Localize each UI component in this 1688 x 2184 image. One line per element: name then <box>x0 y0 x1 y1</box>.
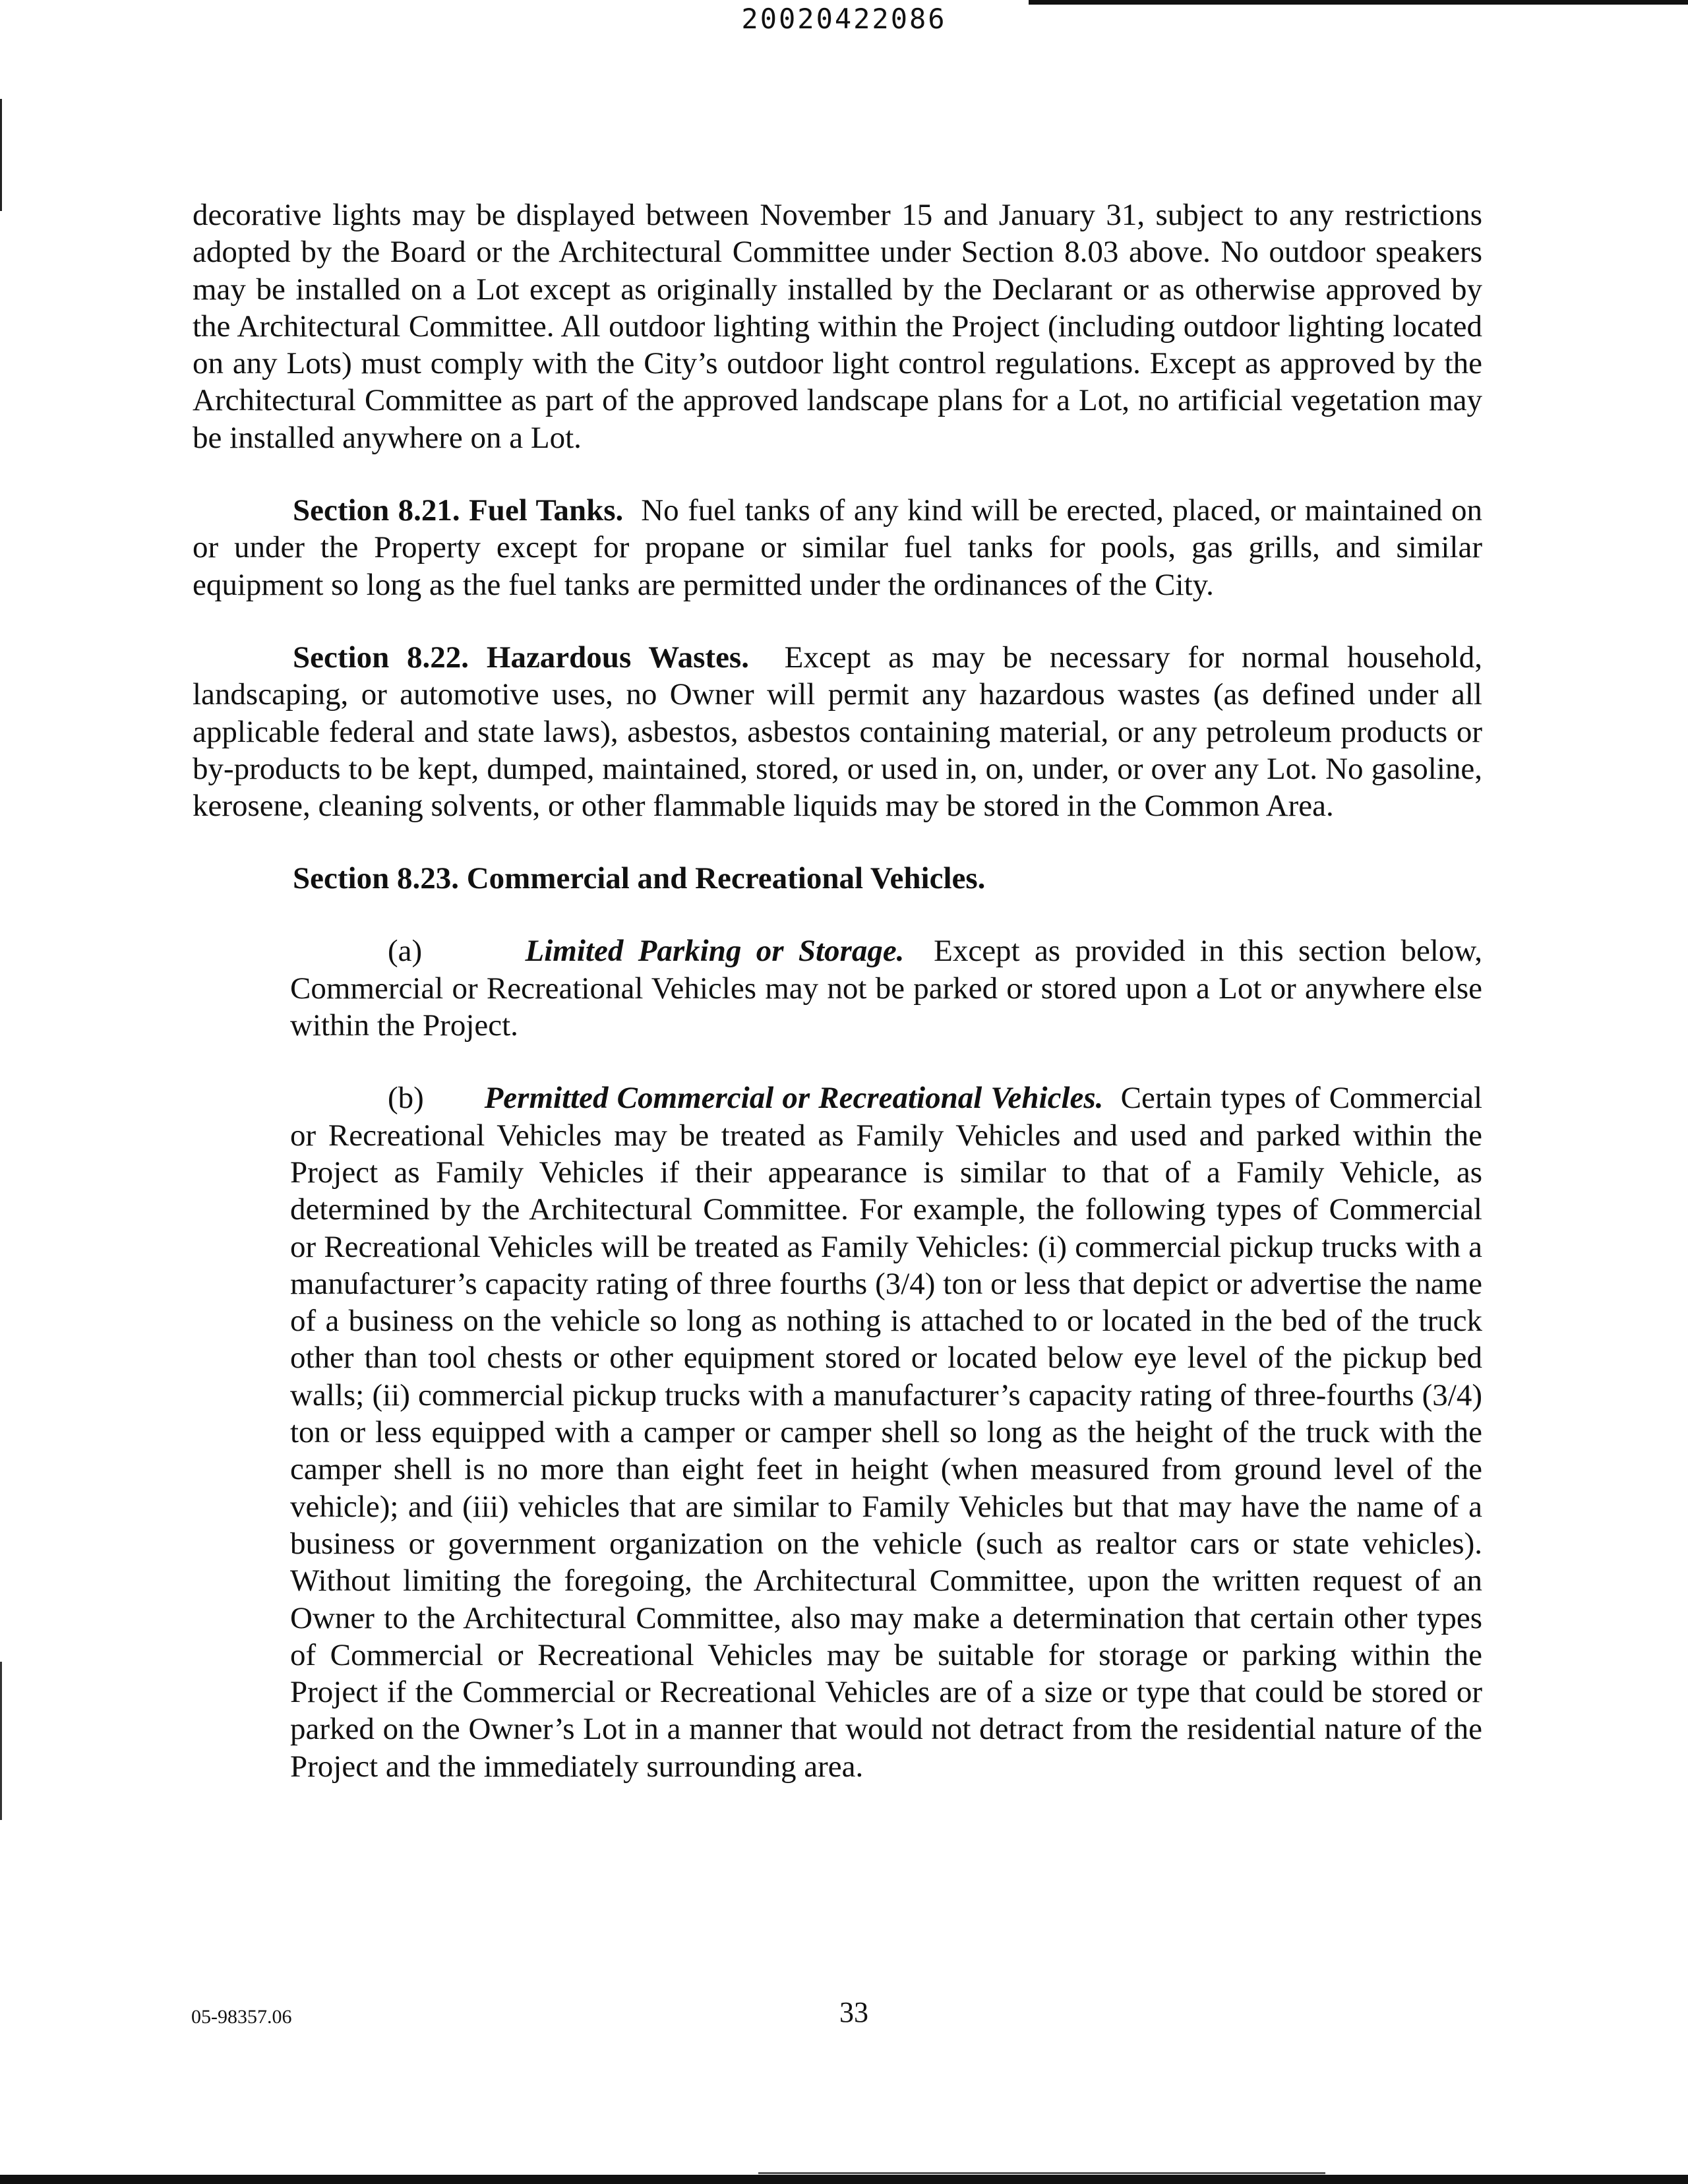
scan-left-mark-lower <box>0 1662 2 1820</box>
subsection-b-paragraph <box>290 1079 1482 1785</box>
subsection-b-title: Permitted Commercial or Recreational Vehicles. <box>484 1081 1104 1116</box>
subsection-a-paragraph <box>290 932 1482 1044</box>
scan-bottom-thin-rule <box>758 2172 1325 2174</box>
subsection-a-marker: (a) <box>388 934 423 969</box>
section-8-22-label: Section 8.22. Hazardous Wastes. <box>293 640 749 675</box>
section-8-21-text: No fuel tanks of any kind will be erected, placed, or maintained on or under the Property except for propane or similar fuel tanks for pools, gas grills, and similar equipment so long as the fuel tanks are permitted under the ordinances of the City. <box>193 493 1483 602</box>
section-8-23-heading: Section 8.23. Commercial and Recreational Vehicles. <box>293 861 986 896</box>
section-8-21-label: Section 8.21. Fuel Tanks. <box>293 493 624 528</box>
intro-paragraph: decorative lights may be displayed between November 15 and January 31, subject to any restrictions adopted by the Board or the Architectural Committee under Section 8.03 above. No outdoor speakers may be installed on a Lot except as originally installed by the Declarant or as otherwise approved by the Architectural Committee. All outdoor lighting within the Project (including outdoor lighting located on any Lots) must comply with the City’s outdoor light control regulations. Except as approved by the Architectural Committee as part of the approved landscape plans for a Lot, no artificial vegetation may be installed anywhere on a Lot. <box>193 198 1482 455</box>
section-8-22-text: Except as may be necessary for normal household, landscaping, or automotive uses, no Owner will permit any hazardous wastes (as defined under all applicable federal and state laws), asbestos, asbestos containing material, or any petroleum products or by-products to be kept, dumped, maintained, stored, or used in, on, under, or over any Lot. No gasoline, kerosene, cleaning solvents, or other flammable liquids may be stored in the Common Area. <box>193 640 1482 824</box>
subsection-a-text: Except as provided in this section below, Commercial or Recreational Vehicles may not be parked or stored upon a Lot or anywhere else within the Project. <box>290 934 1483 1043</box>
subsection-a-title: Limited Parking or Storage. <box>525 934 905 969</box>
footer-document-code: 05-98357.06 <box>191 2006 292 2028</box>
section-8-21-paragraph <box>193 492 1482 603</box>
page-body <box>193 197 1482 1821</box>
subsection-b-text: Certain types of Commercial or Recreational Vehicles may be treated as Family Vehicles and used and parked within the Project as Family Vehicles if their appearance is similar to that of a Family Vehicle, as determined by the Architectural Committee. For example, the following types of Commercial or Recreational Vehicles will be treated as Family Vehicles: (i) commercial pickup trucks with a manufacturer’s capacity rating of three fourths (3/4) ton or less that depict or advertise the name of a business on the vehicle so long as nothing is attached to or located in the bed of the truck other than tool chests or other equipment stored or located below eye level of the pickup bed walls; (ii) commercial pickup trucks with a manufacturer’s capacity rating of three-fourths (3/4) ton or less equipped with a camper or camper shell so long as the height of the truck with the camper shell is no more than eight feet in height (when measured from ground level of the vehicle); and (iii) vehicles that are similar to Family Vehicles but that may have the name of a business or government organization on the vehicle (such as realtor cars or state vehicles). Without limiting the foregoing, the Architectural Committee, upon the written request of an Owner to the Architectural Committee, also may make a determination that certain other types of Commercial or Recreational Vehicles may be suitable for storage or parking within the Project if the Commercial or Recreational Vehicles are of a size or type that could be stored or parked on the Owner’s Lot in a manner that would not detract from the residential nature of the Project and the immediately surrounding area. <box>290 1081 1483 1784</box>
subsection-b-marker: (b) <box>388 1081 424 1116</box>
scan-left-mark <box>0 99 2 211</box>
scan-bottom-rule <box>0 2175 1688 2184</box>
section-8-22-paragraph <box>193 639 1482 824</box>
document-id-header: 20020422086 <box>741 3 947 35</box>
page-number: 33 <box>839 1996 868 2028</box>
